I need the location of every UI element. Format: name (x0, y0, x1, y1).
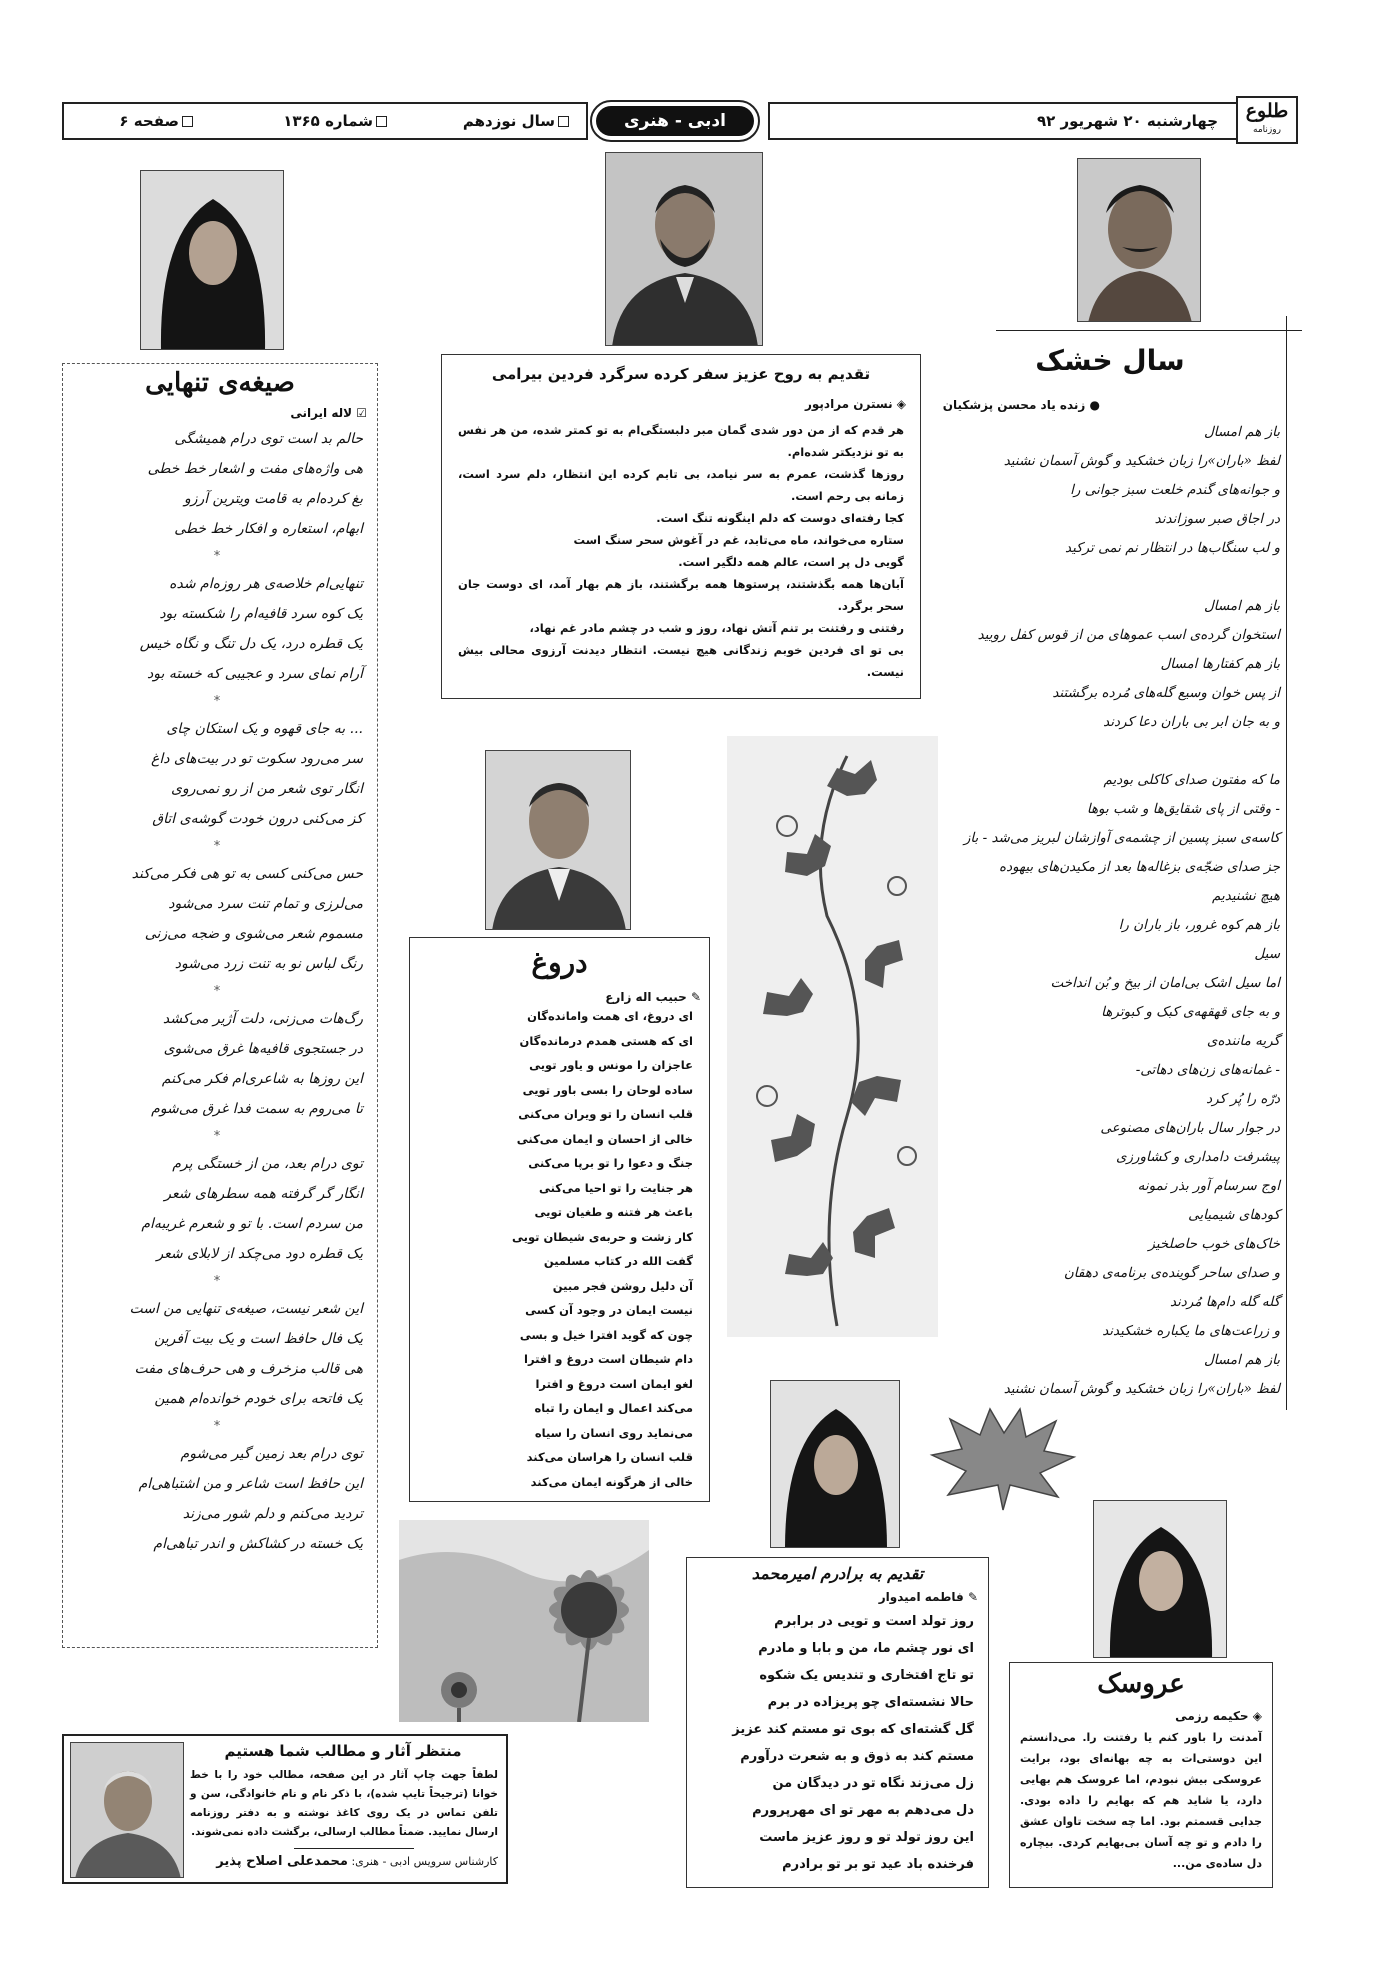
portrait-officer-uniform-icon (606, 153, 763, 346)
poem-line: ساده لوحان را بسی باور تویی (522, 1082, 693, 1097)
sunflower-icon (399, 1520, 649, 1722)
poem-line: در جستجوی قافیه‌ها غرق می‌شوی (163, 1041, 363, 1057)
tribute-paragraph: گویی دل پر است، عالم همه دلگیر است. (678, 555, 904, 569)
brother-poem (697, 1608, 974, 1878)
tribute-paragraph: آبان‌ها همه بگذشتند، پرستوها همه برگشتند، باز هم بهار آمد، ای دوست جان سحر برگرد. (458, 577, 904, 613)
stanza-separator: * (213, 549, 221, 564)
poem-line: توی درام بعد، من از خستگی پرم (172, 1156, 363, 1172)
poem-line: باز هم کوه غرور، باز باران را (1118, 917, 1280, 933)
poem-line: قلب انسان را هراسان می‌کند (526, 1450, 693, 1464)
poem-line: ای نور چشم ما، من و بابا و مادرم (758, 1641, 974, 1656)
header-date: چهارشنبه ۲۰ شهریور ۹۲ (1036, 112, 1218, 130)
poem-line: من سردم است. با تو و شعرم غریبه‌ام (141, 1216, 363, 1232)
poem-line: بغ کرده‌ام به قامت ویترین آرزو (183, 491, 363, 507)
poem-line: ای که هستی همدم درمانده‌گان (519, 1033, 693, 1048)
poem-line: در اجاق صبر سوزاندند (1154, 511, 1280, 527)
contact-footer (190, 1854, 498, 1869)
poem-line: و صدای ساحر گوینده‌ی برنامه‌ی دهقان (1063, 1265, 1280, 1281)
poem-line: از پس خوان وسیع گله‌های مُرده برگشتند (1052, 685, 1280, 701)
poem-line (960, 563, 1280, 592)
logo-subtext: روزنامه (1253, 125, 1281, 135)
brother-title: تقدیم به برادرم امیرمحمد (751, 1564, 924, 1583)
poem-line: می‌لرزی و تمام تنت سرد می‌شود (168, 896, 363, 912)
poem-line: چون که گوید افترا خیل و بسی (519, 1327, 693, 1342)
poem-line: لغو ایمان است دروغ و افترا (535, 1376, 693, 1391)
tribute-author: ◈ نسترن مرادپور (804, 397, 906, 411)
portrait-woman-hijab-icon (141, 171, 284, 350)
poem-line: گل گشته‌ای که بوی تو مستم کند عزیز (732, 1722, 974, 1737)
tribute-paragraph: رفتنی و رفتنت بر تنم آتش نهاد، روز و شب در چشم مادر غم نهاد، (529, 621, 904, 635)
poem-line: این شعر نیست، صیغه‌ی تنهایی من است (129, 1301, 363, 1317)
poem-line: تا می‌روم به سمت فدا غرق می‌شوم (151, 1101, 363, 1117)
contact-box (62, 1734, 508, 1884)
author-photo-officer (605, 152, 763, 346)
poem-line: نیست ایمان در وجود آن کسی (525, 1303, 693, 1317)
author-photo-zare (485, 750, 631, 930)
poem-line: یک فاتحه برای خودم خوانده‌ام همین (154, 1391, 363, 1407)
portrait-man-mustache-icon (1078, 159, 1201, 322)
header-issue: شماره ۱۳۶۵ (283, 112, 390, 130)
poem-line: ... به جای قهوه و یک استکان چای (166, 721, 363, 737)
poem-line: کاسه‌ی سبز پسین از چشمه‌ی آوازشان لبریز می‌شد - باز (963, 830, 1280, 846)
poem-line: هر جنایت را تو احیا می‌کنی (538, 1180, 693, 1195)
poem-line: گله گله دام‌ها مُردند (1169, 1294, 1280, 1310)
tribute-paragraph: هر قدم که از من دور شدی گمان مبر دلبستگی‌ام به تو کمتر شده، من هر نفس به تو نزدیکتر شده‌ام. (458, 423, 904, 459)
poem-line: حالم بد است توی درام همیشگی (174, 431, 363, 447)
poem-line: فرخنده باد عید تو بر تو برادرم (782, 1857, 974, 1872)
poem-line: هی قالب مزخرف و هی حرف‌های مفت (134, 1361, 363, 1377)
contact-footer-name: محمدعلی اصلاح پذیر (216, 1854, 348, 1869)
poem-line: لفظ «باران»را زبان خشکید و گوش آسمان نشنید (1003, 453, 1280, 469)
stanza-separator: * (213, 984, 221, 999)
poem-line: تنهایی‌ام خلاصه‌ی هر روزه‌ام شده (169, 576, 363, 592)
header-page: صفحه ۶ (119, 112, 196, 130)
poem-line: قلب انسان را تو ویران می‌کنی (518, 1107, 693, 1121)
poem-line: - وقتی از پای شقایق‌ها و شب بوها (1086, 801, 1280, 817)
poem-line: گریه ماننده‌ی (1206, 1033, 1280, 1049)
header-year: سال نوزدهم (463, 112, 572, 130)
poem-line: آرام نمای سرد و عجیبی که خسته بود (147, 666, 363, 682)
poem-line: جز صدای ضجّه‌ی بزغاله‌ها بعد از مکیدن‌های بیهوده (999, 859, 1280, 875)
poem-line: باز هم امسال (1203, 1352, 1280, 1368)
author-photo-omidvar (770, 1380, 900, 1548)
poem-line: ما که مفتون صدای کاکلی بودیم (1103, 772, 1280, 788)
poem-line: روز تولد است و تویی در برابرم (774, 1614, 974, 1629)
poem-line: کز می‌کنی درون خودت گوشه‌ی اتاق (152, 811, 363, 827)
lie-box (409, 937, 710, 1502)
bride-author: ◈ حکیمه رزمی (1175, 1709, 1262, 1723)
poem-line: کودهای شیمیایی (1188, 1207, 1280, 1223)
tribute-paragraph: کجا رفته‌ای دوست که دلم اینگونه تنگ است. (656, 511, 904, 525)
author-photo-iranil (140, 170, 284, 350)
contact-divider (294, 1848, 414, 1849)
bride-title: عروسک (1097, 1669, 1185, 1699)
poem-line: تو تاج افتخاری و تندیس یک شکوه (759, 1668, 974, 1683)
tribute-box (441, 354, 921, 699)
poem-line: باز هم امسال (1203, 598, 1280, 614)
poem-line: استخوان گرده‌ی اسب عموهای من از قوس کفل رویید (977, 627, 1280, 643)
author-photo-pezeshkian (1077, 158, 1201, 322)
poem-line: باز هم امسال (1203, 424, 1280, 440)
contact-title: منتظر آثار و مطالب شما هستیم (224, 1742, 462, 1760)
loneliness-title: صیغه‌ی تنهایی (145, 368, 295, 398)
author-photo-razmi (1093, 1500, 1227, 1658)
contact-text: لطفاً جهت چاپ آثار در این صفحه، مطالب خود را با خط خوانا (ترجیحاً تایپ شده)، با ذکر نام و نام خانوادگی، سن و تلفن تماس در یک روی کاغذ نوشته و به دفتر روزنامه ارسال نمایید. ضمناً مطالب ارسالی، برگشت داده نمی‌شوند. (190, 1769, 498, 1838)
poem-line: سر می‌رود سکوت تو در بیت‌های داغ (150, 751, 363, 767)
poem-line: می‌نماید روی انسان را سیاه (534, 1425, 693, 1440)
poem-line: مستم کند به ذوق و به شعرت درآورم (740, 1749, 974, 1764)
poem-line: زل می‌زند نگاه تو در دیدگان من (772, 1776, 974, 1791)
section-badge-inner: ادبی - هنری (596, 106, 754, 136)
poem-line: درّه را پُر کرد (1206, 1091, 1280, 1107)
portrait-woman-hijab-icon (1094, 1501, 1227, 1658)
poem-line: آن دلیل روشن فجر مبین (552, 1278, 693, 1293)
brother-box (686, 1557, 989, 1888)
maple-leaf-icon (928, 1405, 1078, 1515)
tribute-paragraph: روزها گذشت، عمرم به سر نیامد، بی تابم کرده این انتظار، دلم سرد است، زمانه بی رحم است. (458, 467, 904, 503)
dry-year-title: سال خشک (1035, 344, 1185, 377)
poem-line (960, 737, 1280, 766)
poem-line: سیل (1254, 946, 1280, 962)
flower-illustration (727, 736, 938, 1337)
poem-line: تردید می‌کنم و دلم شور می‌زند (182, 1506, 363, 1522)
dry-year-rule-horizontal (996, 330, 1302, 331)
tribute-paragraph: ستاره می‌خواند، ماه می‌تابد، غم در آغوش سحر سنگ است (573, 533, 904, 547)
poem-line: رگ‌هات می‌زنی، دلت آژیر می‌کشد (162, 1011, 363, 1027)
stanza-separator: * (213, 694, 221, 709)
stanza-separator: * (213, 1274, 221, 1289)
stanza-separator: * (213, 1419, 221, 1434)
brother-author: ✎ فاطمه امیدوار (878, 1590, 978, 1604)
poem-line: و به جان ابر بی باران دعا کردند (1103, 714, 1280, 730)
poem-line: باعث هر فتنه و طغیان تویی (534, 1205, 693, 1219)
leaf-illustration (928, 1405, 1078, 1515)
portrait-woman-hijab-icon (771, 1381, 900, 1548)
poem-line: یک خسته در کشاکش و اندر تباهی‌ام (153, 1536, 363, 1552)
stanza-separator: * (213, 839, 221, 854)
poem-line: توی درام بعد زمین گیر می‌شوم (180, 1446, 363, 1462)
poem-line: در جوار سال باران‌های مصنوعی (1100, 1120, 1280, 1136)
portrait-older-man-icon (71, 1743, 184, 1878)
poem-line: هی واژه‌های مفت و اشعار خط خطی (147, 461, 363, 477)
loneliness-poem (71, 424, 363, 1559)
lie-author: ✎ حبیب اله زارع (605, 990, 701, 1004)
poem-line: خاک‌های خوب حاصلخیز (1148, 1236, 1280, 1252)
tribute-body (458, 419, 904, 683)
poem-line: دل می‌دهم به مهر تو ای مهرپرورم (752, 1803, 974, 1818)
poem-line: یک قطره دود می‌چکد از لابلای شعر (156, 1246, 363, 1262)
poem-line: خالی از هرگونه ایمان می‌کند (530, 1474, 693, 1489)
poem-line: گفت الله در کتاب مسلمین (543, 1254, 693, 1268)
dry-year-author: ● زنده یاد محسن پزشکیان (942, 398, 1100, 412)
loneliness-author: ☑ لاله ایرانی (290, 406, 367, 420)
poem-line: یک فال حافظ است و یک بیت آفرین (154, 1331, 363, 1347)
poem-line: لفظ «باران»را زبان خشکید و گوش آسمان نشنید (1003, 1381, 1280, 1397)
lie-poem (420, 1004, 693, 1494)
poem-line: این روزها به شاعری‌ام فکر می‌کنم (161, 1071, 363, 1087)
botanical-flower-icon (727, 736, 938, 1337)
poem-line: - غمانه‌های زن‌های دهاتی- (1135, 1062, 1280, 1078)
tribute-title: تقدیم به روح عزیز سفر کرده سرگرد فردین بیرامی (491, 365, 871, 383)
poem-line: انگار توی شعر من از رو نمی‌روی (170, 781, 363, 797)
poem-line: عاجزان را مونس و یاور تویی (529, 1058, 693, 1072)
editor-photo (70, 1742, 184, 1878)
header-bar-right (768, 102, 1250, 140)
tribute-paragraph: بی تو ای فردین خوبم زندگانی هیچ نیست. انتظار دیدنت آرزوی محالی بیش نیست. (458, 643, 904, 679)
poem-line: یک کوه سرد قافیه‌ام را شکسته بود (159, 606, 363, 622)
contact-footer-label: کارشناس سرویس ادبی - هنری: (351, 1855, 498, 1868)
poem-line: خالی از احسان و ایمان می‌کنی (516, 1131, 693, 1146)
loneliness-box (62, 363, 378, 1648)
poem-line: پیشرفت دامداری و کشاورزی (1115, 1149, 1280, 1165)
poem-line: رنگ لباس نو به تنت زرد می‌شود (174, 956, 363, 972)
poem-line: جنگ و دعوا را تو برپا می‌کنی (528, 1156, 693, 1170)
portrait-man-suit-icon (486, 751, 631, 930)
sunflower-photo (399, 1520, 649, 1722)
poem-line: و به جای قهقهه‌ی کبک و کبوترها (1101, 1004, 1280, 1020)
logo-text: طلوع (1245, 100, 1289, 122)
poem-line: می‌کند اعمال و ایمان را تباه (534, 1401, 693, 1415)
poem-line: حالا نشسته‌ای چو پریزاده در برم (767, 1695, 974, 1710)
poem-line: و جوانه‌های گندم خلعت سبز جوانی را (1070, 482, 1280, 498)
poem-line: ابهام، استعاره و افکار خط خطی (174, 521, 363, 537)
bride-text: آمدنت را باور کنم یا رفتنت را. می‌دانستم این دوستی‌ات به چه بهانه‌ای بود، برایت عروسکی بیش نبودم، اما عروسک هم بهایی دارد، یا شاید هم که بهایم را داده بودی. جدایی قسمتم بود. اما چه سخت تاوان عشق را دادم و تو چه آسان بی‌بهایم کردی. بیچاره دل ساده‌ی من... (1020, 1731, 1262, 1870)
poem-line: و زراعت‌های ما یکباره خشکیدند (1102, 1323, 1280, 1339)
dry-year-poem (960, 418, 1280, 1404)
poem-line: این روز تولد تو و روز عزیز ماست (759, 1830, 974, 1845)
newspaper-logo (1236, 96, 1298, 144)
section-badge (590, 100, 760, 142)
poem-line: باز هم کفتارها امسال (1160, 656, 1280, 672)
poem-line: انگار گر گرفته همه سطرهای شعر (164, 1186, 363, 1202)
poem-line: هیچ نشنیدیم (1212, 888, 1280, 904)
poem-line: دام شیطان است دروغ و افترا (524, 1352, 693, 1366)
poem-line: این حافظ است شاعر و من اشتباهی‌ام (138, 1476, 363, 1492)
bride-box (1009, 1662, 1273, 1888)
poem-line: ای دروغ، ای همت وامانده‌گان (527, 1009, 693, 1023)
poem-line: کار زشت و حربه‌ی شیطان تویی (512, 1229, 693, 1244)
dry-year-rule-vertical (1286, 316, 1287, 1410)
poem-line: و لب سنگاب‌ها در انتظار نم نمی ترکید (1065, 540, 1280, 556)
header-bar-left (62, 102, 588, 140)
poem-line: اما سیل اشک بی‌امان از بیخ و بُن انداخت (1050, 975, 1280, 991)
poem-line: اوج سرسام آور بذر نمونه (1137, 1178, 1280, 1194)
poem-line: یک قطره درد، یک دل تنگ و نگاه خیس (139, 636, 363, 652)
stanza-separator: * (213, 1129, 221, 1144)
poem-line: مسموم شعر می‌شوی و ضجه می‌زنی (144, 926, 363, 942)
poem-line: حس می‌کنی کسی به تو هی فکر می‌کند (131, 866, 363, 882)
lie-title: دروغ (531, 946, 588, 979)
